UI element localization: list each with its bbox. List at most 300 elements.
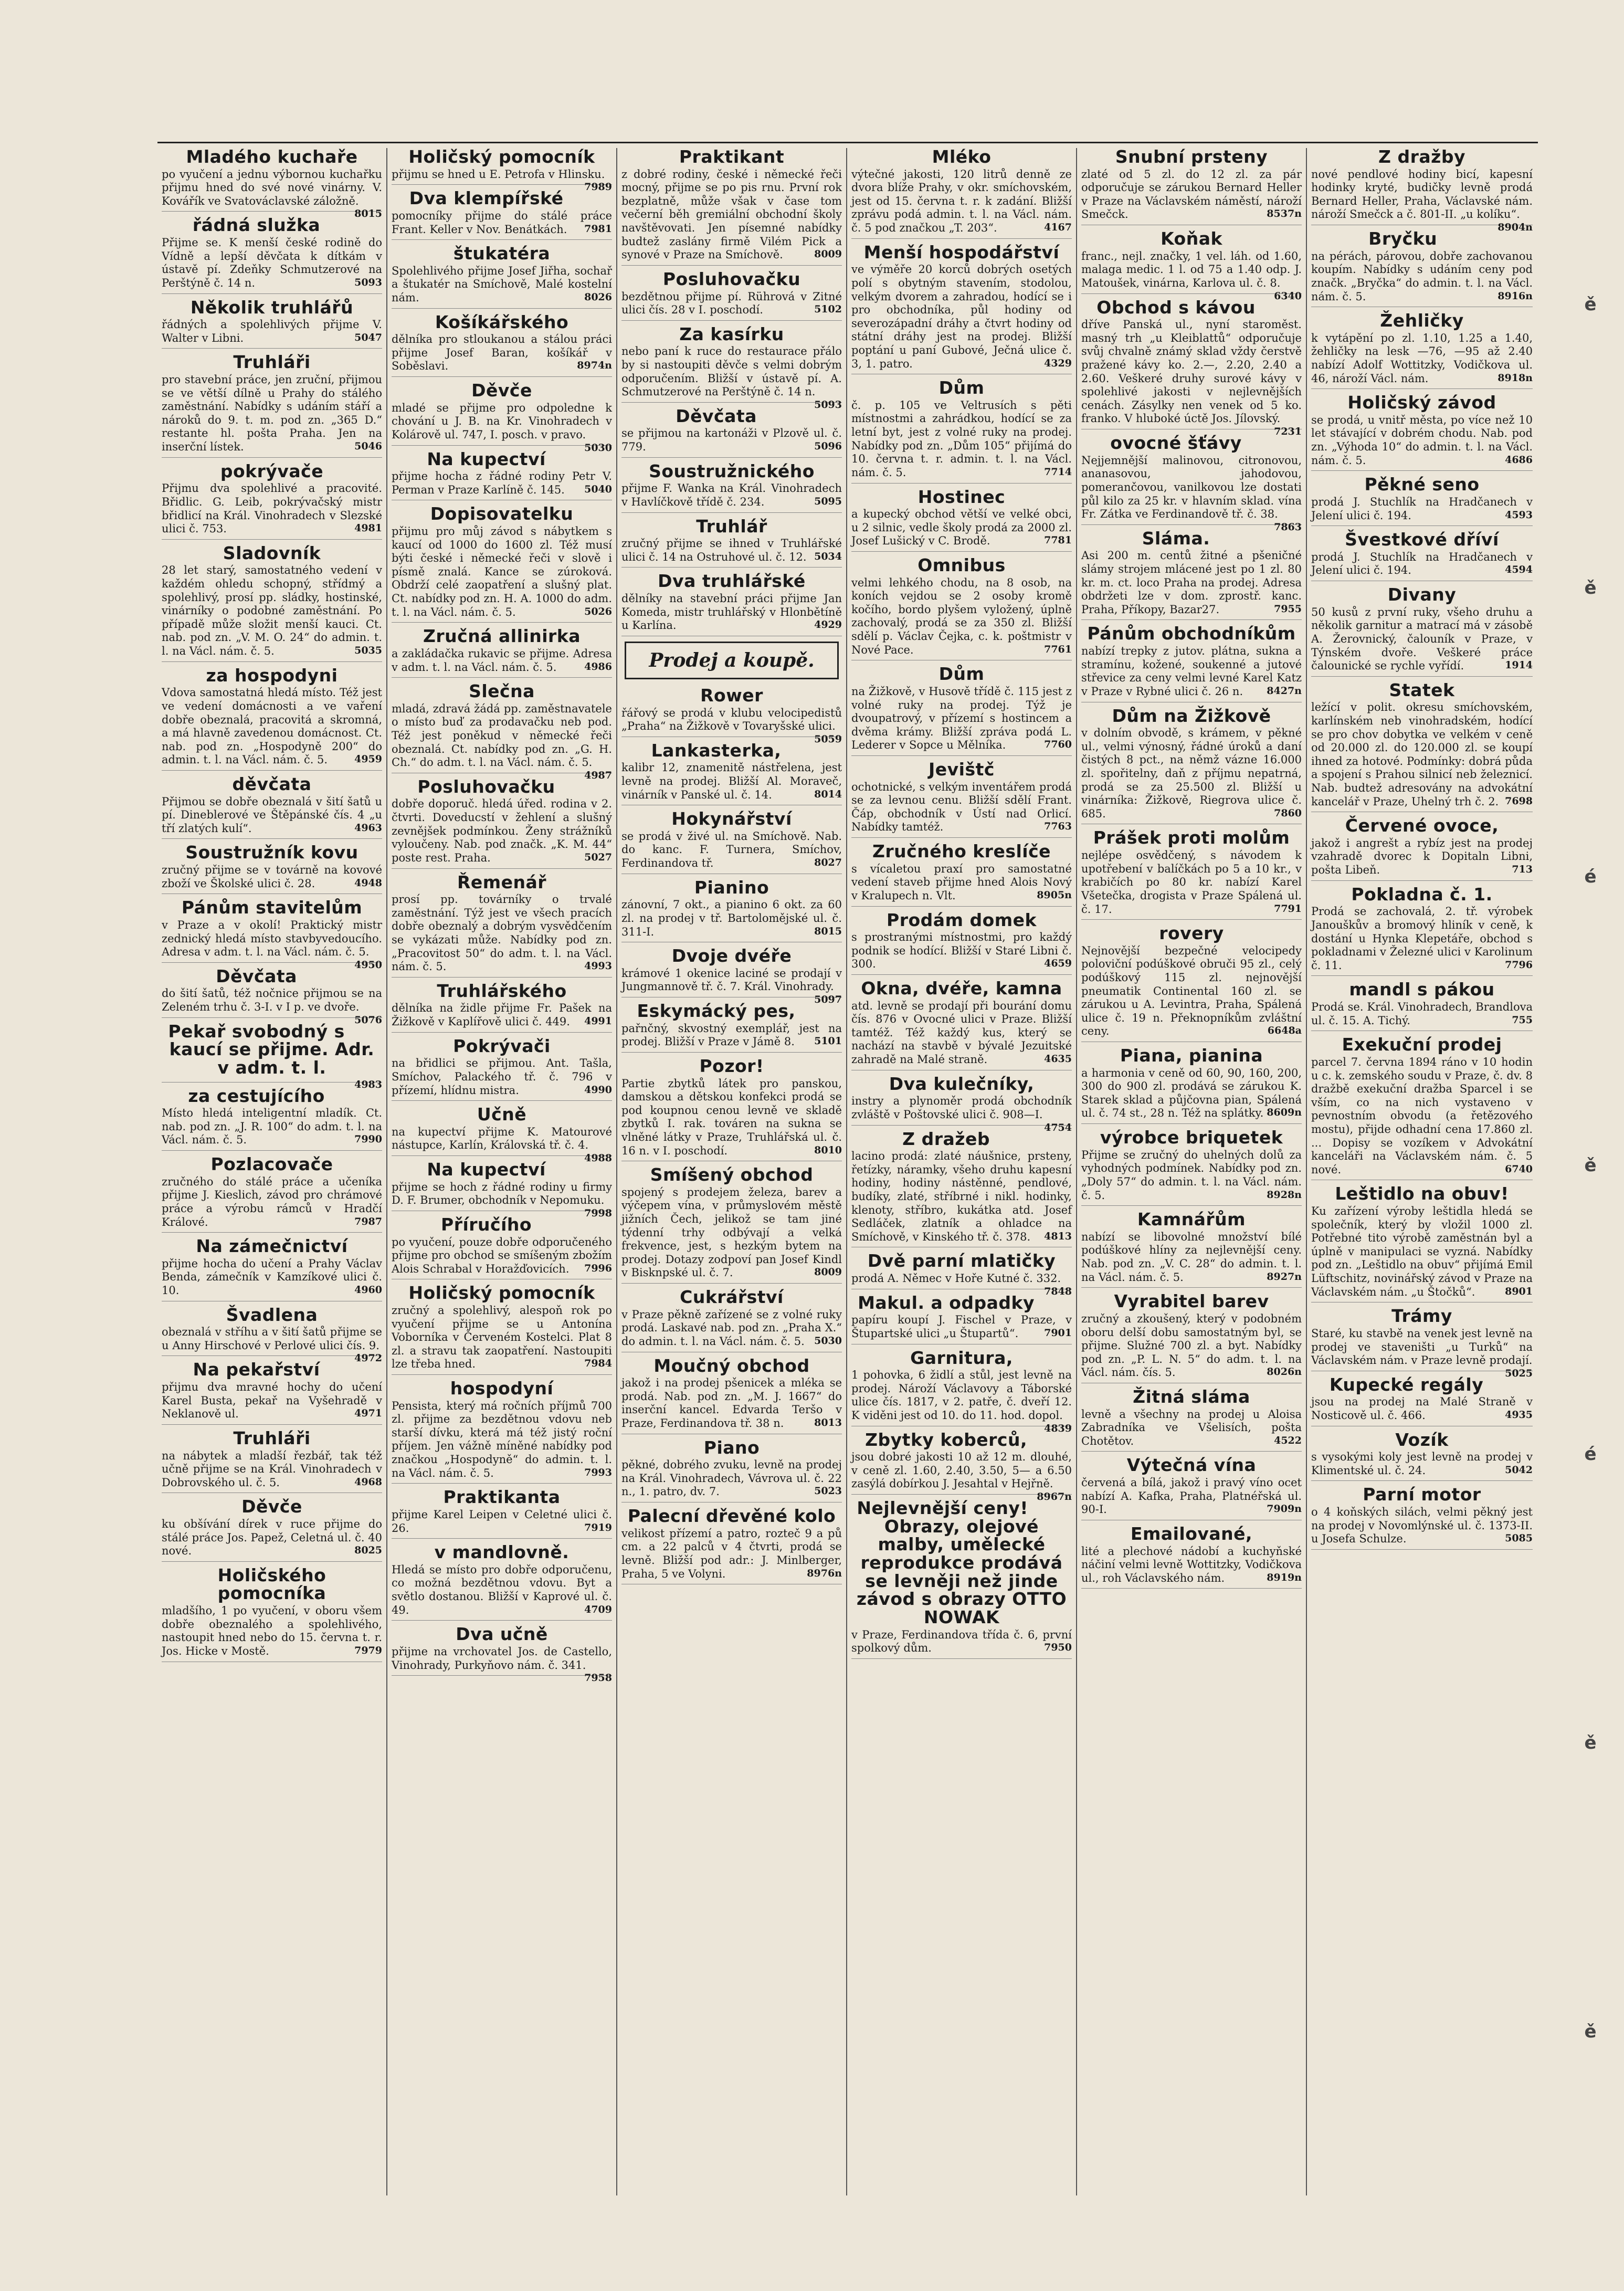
ad-number: 5040 [584, 483, 612, 495]
ad-number: 8919n [1267, 1571, 1302, 1583]
ad-headline: Na pekařství [193, 1359, 320, 1380]
ad-headline: Posluhovačku [662, 268, 801, 289]
classified-ad [621, 1507, 842, 1584]
ad-body [1081, 1476, 1302, 1517]
ad-number: 5025 [1505, 1367, 1533, 1379]
ad-headline: Pěkné seno [1364, 474, 1480, 495]
ad-text: k vytápění po zl. 1.10, 1.25 a 1.40, žehličky na lesk —76, —95 až 2.40 nabízí Adolf Wottitzky, Vodičkova ul. 46, nároží Václ. nám. [1311, 331, 1533, 385]
classified-ad [1311, 1306, 1533, 1379]
classified-ad [1311, 230, 1533, 307]
classified-ad [392, 1488, 612, 1539]
ad-headline: hospodyní [450, 1378, 554, 1399]
margin-mark: ě [1584, 294, 1597, 315]
ad-text: jsou dobré jakosti 10 až 12 m. dlouhé, v ceně zl. 1.60, 2.40, 3.50, 5— a 6.50 zasýlá dobírkou J. Jesahtal v Hejřně. [851, 1451, 1072, 1490]
ad-body [392, 401, 612, 454]
ad-text: na pérách, párovou, dobře zachovanou koupím. Nabídky s udáním ceny pod značk. „Bryčka“ do admin. t. l. na Václ. nám. č. 5. [1311, 249, 1533, 303]
ad-number: 8901 [1505, 1285, 1533, 1297]
ad-headline: Bryčku [1368, 228, 1438, 249]
ad-headline: mandl s pákou [1349, 979, 1495, 1000]
ad-text: dobře doporuč. hledá úřed. rodina v 2. čtvrti. Doveducstí v žehlení a slušný zevnějšek podmínkou. Ženy strážníků vyloučeny. Nab. pod značk. „K. M. 44“ poste rest. Praha. [392, 797, 612, 864]
ad-text: zlaté od 5 zl. do 12 zl. za pár odporučuje se zárukou Bernard Heller v Praze na Václavském náměstí, nároží Smečck. [1081, 167, 1302, 221]
ad-body [1081, 849, 1302, 916]
classified-ad [621, 148, 842, 266]
ad-number: 4839 [1044, 1422, 1072, 1434]
ad-body [392, 893, 612, 974]
ad-number: 7714 [1044, 466, 1072, 478]
ad-text: levně a všechny na prodej u Aloisa Zabradníka ve Všelisích, pošta Chotětov. [1081, 1407, 1302, 1447]
ad-headline: Kamnářům [1137, 1209, 1246, 1230]
ad-number: 5047 [354, 331, 382, 343]
ad-headline: za hospodyni [206, 665, 338, 686]
ad-text: franc., nejl. značky, 1 vel. láh. od 1.60, malaga medic. 1 l. od 75 a 1.40 odp. J. Matoušek, vinárna, Karlova ul. č. 8. [1081, 249, 1302, 289]
ad-headline: Trámy [1391, 1306, 1452, 1327]
ad-text: pro stavební práce, jen zruční, přijmou se ve větší dílně u Prahy do stálého zaměstnání. Nabídky s udáním stáří a nároků do 9. t. m. pod zn. „365 D.“ restante hl. pošta Praha. Jen na inserční lístek. [162, 373, 382, 454]
ad-text: 1 pohovka, 6 židlí a stůl, jest levně na prodej. Nároží Václavovy a Táborské ulice čís. 1817, v 2. patře, č. dveří 12. K viděni jest od 10. do 11. hod. dopol. [851, 1369, 1072, 1422]
ad-number: 8013 [814, 1417, 842, 1429]
classified-ad [851, 1130, 1072, 1248]
classified-ad [621, 1002, 842, 1053]
ad-headline: Praktikanta [443, 1487, 561, 1508]
ad-headline: Zbytky koberců, [865, 1429, 1027, 1450]
ad-body [621, 1022, 842, 1049]
classified-ad [392, 982, 612, 1033]
classified-ad [1081, 924, 1302, 1042]
ad-headline: Na kupectví [427, 448, 546, 469]
ad-text: nabízí trepky z jutov. plátna, sukna a stramínu, kožené, soukenné a jutové střevice za ceny velmi levné Karel Katz v Praze v Rybné ulici č. 26 n. [1081, 645, 1302, 698]
classified-ad [621, 460, 842, 513]
classified-ad [162, 1498, 382, 1561]
classified-ad [162, 1021, 382, 1090]
ad-text: Přijmu dva spolehlivé a pracovité. Břidlic. G. Leib, pokrývačský mistr břidlicí na Král. Vinohradech v Slezské ulici č. 753. [162, 482, 382, 535]
ad-body [162, 864, 382, 890]
classified-ad [1311, 886, 1533, 976]
ad-headline: Piano [703, 1437, 760, 1458]
ad-text: Ku zařízení výroby leštidla hledá se společník, který by vložil 1000 zl. Potřebné tito výrobě zaměstnán byl a úplně v manipulaci se vyzná. Nabídky pod zn. „Leštidlo na obuv“ přijímá Emil Lüftschitz, novinářský závod v Praze na Václavském nám. „u Štočků“. [1311, 1205, 1533, 1298]
ad-text: zánovní, 7 okt., a pianino 6 okt. za 60 zl. na prodej v tř. Bartolomějské ul. č. 311-I. [621, 898, 842, 938]
ad-number: 8015 [814, 925, 842, 937]
ad-number: 6340 [1274, 290, 1302, 302]
ad-headline: Palecní dřevěné kolo [627, 1506, 836, 1527]
ad-body [1081, 249, 1302, 302]
ad-body [1311, 701, 1533, 808]
ad-text: Staré, ku stavbě na venek jest levně na prodej ve staveništi „u Turků“ na Václavském nám. v Praze levně prodají. [1311, 1327, 1533, 1367]
ad-number: 4990 [584, 1084, 612, 1096]
ad-headline: Parní motor [1363, 1484, 1481, 1505]
ad-number: 4963 [354, 822, 382, 834]
ad-body [851, 1095, 1072, 1133]
classified-ad [851, 1250, 1072, 1297]
classified-ad [1311, 817, 1533, 880]
ad-number: 4950 [354, 959, 382, 971]
ad-text: velikost přízemí a patro, rozteč 9 a pů cm. a 22 palců v 4 čtvrti, prodá se levně. Bližší pod adr.: J. Minlberger, Praha, 5 ve Volyni. [621, 1527, 842, 1580]
ad-body [392, 525, 612, 619]
ad-body [162, 1257, 382, 1298]
margin-mark: é [1584, 866, 1597, 887]
ad-number: 8928n [1267, 1189, 1302, 1201]
ad-number: 4987 [584, 769, 612, 781]
ad-text: zručný přijme se v továrně na kovové zboží ve Školské ulici č. 28. [162, 864, 382, 890]
ad-number: 5096 [814, 440, 842, 453]
ad-body [392, 470, 612, 497]
ad-text: do šití šatů, též nočnice přijmou se na Zeleném trhu č. 3-I. v I p. ve dvoře. [162, 987, 382, 1014]
ad-text: s prostranými místnostmi, pro každý podnik se hodící. Bližší v Staré Libni č. 300. [851, 931, 1072, 971]
section-heading: Prodej a koupě. [625, 642, 839, 679]
ad-text: kalibr 12, znamenitě nástřelena, jest levně na prodej. Bližší Al. Moraveč, vinárník v Panské ul. č. 14. [621, 761, 842, 801]
ad-text: dříve Panská ul., nyní staroměst. masný trh „u Kleiblattů“ odporučuje svůj chvalně známý sklad vždy čerstvě pražené kávy ko. 2.—, 2.20, 2.40 a 2.60. Veškeré druhy surové kávy v spolehlivé jakosti v nejlevnějších cenách. Zásylky nen venek od 5 ko. franko. V hluboké úctě Jos. Jílovský. [1081, 318, 1302, 425]
ad-body [1081, 645, 1302, 698]
ad-number: 7909n [1267, 1503, 1302, 1515]
classified-ad [392, 778, 612, 869]
ad-headline: Soustružnického [649, 460, 815, 481]
ad-text: s vysokými koly jest levně na prodej v Klimentské ul. č. 24. [1311, 1451, 1533, 1477]
ad-body [621, 427, 842, 454]
ad-body [392, 647, 612, 674]
ad-text: Partie zbytků látek pro panskou, damskou a dětskou konfekci prodá se pod koupnou cenou levně ve skladě zbytků I. rak. továren na sukna se vlněné látky v Praze, Truhlářská ul. č. 16 n. v I. poschodí. [621, 1077, 842, 1157]
ad-number: 8974n [577, 360, 612, 372]
ad-body [1311, 1056, 1533, 1176]
ad-number: 4709 [584, 1603, 612, 1615]
ad-headline: Menší hospodářství [863, 241, 1060, 262]
ad-body [851, 263, 1072, 371]
ad-number: 7981 [584, 223, 612, 235]
ad-body [621, 482, 842, 509]
ad-headline: Sláma. [1142, 528, 1210, 549]
ad-body [162, 686, 382, 767]
ad-text: řádných a spolehlivých přijme V. Walter v Libni. [162, 318, 382, 344]
ad-text: obeznalá v stříhu a v šití šatů přijme se u Anny Hirschové v Perlové ulici čís. 9. [162, 1326, 382, 1352]
ad-body [621, 1458, 842, 1499]
ad-body [392, 1400, 612, 1480]
ad-text: Spolehlivého přijme Josef Jiřha, sochař a štukatér na Smíchově, Malé kostelní nám. [392, 264, 612, 304]
ad-number: 7860 [1274, 807, 1302, 819]
ad-body [1081, 549, 1302, 616]
ad-body [851, 399, 1072, 480]
ad-body [1311, 606, 1533, 673]
ad-number: 5034 [814, 550, 842, 562]
ad-body [621, 345, 842, 411]
ad-text: pomocníky přijme do stálé práce Frant. Keller v Nov. Benátkách. [392, 209, 612, 236]
ad-headline: Pekař svobodný s kaucí se přijme. Adr. v adm. t. l. [168, 1021, 375, 1078]
classified-ad [392, 450, 612, 501]
ad-text: po vyučení, pouze dobře odporučeného přijme pro obchod se smíšeným zbožím Alois Schrabal v Horažďovicích. [392, 1235, 612, 1275]
ad-text: 28 let starý, samostatného vedení v každém ohledu schopný, střídmý a spolehlivý, prosí pp. sládky, hostinské, vinárníky o podobné zaměstnání. Po případě může složit menší kauci. Ct. nab. pod zn. „V. M. O. 24“ do admin. t. l. na Václ. nám. č. 5. [162, 564, 382, 658]
ad-body [621, 830, 842, 870]
classified-ad [1081, 707, 1302, 825]
ad-body [1311, 167, 1533, 234]
classified-ad [162, 1087, 382, 1151]
ad-text: červená a bílá, jakož i pravý víno ocet nabízí A. Kafka, Praha, Platnéřská ul. 90-I. [1081, 1476, 1302, 1516]
ad-body [392, 1236, 612, 1276]
ad-text: s vícaletou praxí pro samostatné vedení staveb přijme hned Alois Nový v Kralupech n. Vlt. [851, 862, 1072, 902]
ad-body [162, 373, 382, 454]
ad-body [1311, 1001, 1533, 1027]
classified-ad [1081, 1211, 1302, 1288]
margin-mark: é [1584, 1444, 1597, 1465]
ad-number: 4659 [1044, 958, 1072, 970]
classified-ad [162, 1155, 382, 1233]
ad-headline: Pokladna č. 1. [1351, 884, 1493, 905]
ad-text: Prodá se. Král. Vinohradech, Brandlova ul. č. 15. A. Tichý. [1311, 1001, 1533, 1027]
ad-text: ochotnické, s velkým inventářem prodá se za levnou cenu. Bližší sdělí Frant. Čáp, obchodník v Ústí nad Orlicí. Nabídky tamtéž. [851, 780, 1072, 834]
ad-body [1311, 837, 1533, 877]
ad-body [1311, 1205, 1533, 1299]
classified-ad [851, 148, 1072, 239]
ad-body [621, 1186, 842, 1280]
ad-headline: Pozlacovače [210, 1154, 333, 1175]
ad-number: 7919 [584, 1521, 612, 1533]
ad-text: ležící v polit. okresu smíchovském, karlínském neb vinohradském, hodící se pro chov dobytka ve velkém v ceně od 20.000 zl. do 120.000 zl. se koupí ihned za hotové. Podmínky: dobrá půda a spojení s Prahou silnicí neb železnicí. Nab. budtež adresovány na advokátní kancelář v Praze, Uhelný trh č. 2. [1311, 701, 1533, 808]
ad-text: mladé se přijme pro odpoledne k chování u J. B. na Kr. Vinohradech v Kolárově ul. 747, I. posch. v pravo. [392, 401, 612, 441]
ad-text: v dolním obvodě, s krámem, v pěkné ul., velmi výnosný, řádné úroků a daní čistých 8 pct., na němž vázne 16.000 zl. spořitelny, daň z příjmu nepatrná, prodá se za 25.500 zl. Bližší u vinárníka: Žižkově, Riegrova ulice č. 685. [1081, 727, 1302, 820]
ad-headline: Truhláři [233, 1427, 311, 1448]
ad-number: 8904n [1498, 222, 1533, 234]
classified-ad [392, 1104, 612, 1164]
ad-number: 7760 [1044, 739, 1072, 751]
ad-number: 5085 [1505, 1532, 1533, 1544]
ad-number: 7781 [1044, 534, 1072, 547]
ad-number: 5023 [814, 1485, 842, 1497]
ad-body [162, 564, 382, 658]
classified-ad [162, 1361, 382, 1424]
ad-body [1081, 1067, 1302, 1120]
ad-number: 4686 [1505, 454, 1533, 466]
ad-number: 8927n [1267, 1270, 1302, 1283]
classified-ad [1311, 1185, 1533, 1302]
ad-headline: Emailované, [1130, 1523, 1253, 1544]
classified-ad [1081, 148, 1302, 225]
ad-text: přijmu pro můj závod s nábytkem s kaucí od 1000 do 1600 zl. Též musí býti české i německé řeči v slově i písmě znalá. Kance se zúroková. Obdrží celé zaopatření a slušný plat. Ct. nabídky pod zn. H. A. 1000 do adm. t. l. na Václ. nám. č. 5. [392, 525, 612, 618]
ad-number: 4594 [1505, 564, 1533, 576]
ad-number: 8014 [814, 788, 842, 800]
ad-text: se prodá, u vnitř města, po více než 10 let stávající v dobrém chodu. Nab. pod zn. „Výhoda 10“ do admin. t. l. na Václ. nám. č. 5. [1311, 413, 1533, 467]
classified-ad [1311, 312, 1533, 389]
ad-headline: Prášek proti molům [1093, 827, 1290, 848]
classified-ad [621, 1288, 842, 1352]
ad-headline: Žehličky [1380, 310, 1464, 331]
ad-text: pařnčný, skvostný exemplář, jest na prodej. Bližší v Praze v Jámě 8. [621, 1022, 842, 1048]
ad-headline: Dům [938, 664, 985, 685]
ad-number: 6740 [1505, 1163, 1533, 1175]
ad-text: Asi 200 m. centů žitné a pšeničné slámy strojem mlácené jest po 1 zl. 80 kr. m. ct. loco Praha na prodej. Adresa obdržeti lze v dom. zprostř. kanc. Praha, Příkopy, Bazar27. [1081, 549, 1302, 616]
classified-ad [392, 245, 612, 308]
ad-headline: Hostinec [918, 486, 1006, 507]
classified-ad [621, 945, 842, 1006]
classified-ad [162, 667, 382, 771]
ad-text: dělníka na židle přijme Fr. Pašek na Žižkově v Kaplířově ulici č. 449. [392, 1002, 612, 1028]
ad-text: ku obšívání dírek v ruce přijme do stálé práce Jos. Papež, Celetná ul. č. 40 nové. [162, 1518, 382, 1558]
ad-headline: Pánům obchodníkům [1087, 623, 1296, 644]
ad-headline: Vyrabitel barev [1114, 1291, 1269, 1312]
ad-number: 5076 [354, 1014, 382, 1026]
ad-body [1311, 250, 1533, 303]
ad-headline: Pokrývači [453, 1035, 551, 1056]
ad-number: 5059 [814, 733, 842, 745]
ad-body [392, 1057, 612, 1097]
ad-text: Hledá se místo pro dobře odporučenu, co možná bezdětnou vdovu. Byt a světlo dostanou. Bližší v Kaprové ul. č. 49. [392, 1563, 612, 1616]
ad-text: Vdova samostatná hledá místo. Též jest ve vedení domácnosti a ve vaření dobře obeznalá, pracovitá a skromná, a má hlavně zavedenou domácnost. Ct. nab. pod zn. „Hospodyně 200“ do admin. t. l. na Václ. nám. č. 5. [162, 686, 382, 766]
ad-headline: Červené ovoce, [1345, 815, 1499, 836]
ad-headline: Okna, dvéře, kamna [861, 978, 1062, 999]
ad-headline: Děvčata [676, 405, 757, 426]
classified-ad [1081, 625, 1302, 702]
ad-number: 7950 [1044, 1642, 1072, 1654]
ad-headline: Dva truhlářské [658, 571, 806, 592]
ad-text: v Praze a v okolí! Praktický mistr zednický hledá místo stavbyvedoucího. Adresa v adm. t. l. na Václ. nám. č. 5. [162, 918, 382, 959]
ad-text: prodá J. Stuchlík na Hradčanech v Jelení ulici č. 194. [1311, 550, 1533, 577]
ad-headline: Truhlář [696, 516, 767, 537]
ad-headline: Smíšený obchod [650, 1164, 814, 1185]
ad-body [851, 1451, 1072, 1503]
ad-number: 4986 [584, 660, 612, 672]
ad-headline: Moučný obchod [653, 1355, 810, 1376]
ad-body [1311, 1451, 1533, 1477]
ad-headline: Dům [938, 377, 985, 398]
ad-body [392, 1180, 612, 1219]
ad-body [162, 1604, 382, 1658]
classified-ad [621, 810, 842, 874]
ad-number: 4960 [354, 1284, 382, 1296]
classified-ad [851, 761, 1072, 838]
ad-body [621, 1527, 842, 1581]
ad-headline: Snubní prsteny [1115, 148, 1268, 167]
ad-headline: Obchod s kávou [1096, 297, 1256, 318]
ad-number: 5030 [814, 1334, 842, 1347]
classified-ad [1081, 1129, 1302, 1206]
ad-headline: Holičského pomocníka [217, 1564, 326, 1604]
classified-ad [1081, 829, 1302, 920]
ad-body [162, 918, 382, 971]
ad-headline: Koňak [1161, 228, 1222, 249]
ad-headline: Dvoje dvéře [671, 945, 792, 966]
ad-headline: Švadlena [226, 1304, 318, 1325]
ad-body [162, 1449, 382, 1490]
ad-body [621, 290, 842, 317]
ad-text: lité a plechové nádobí a kuchyňské náčiní velmi levně Wottitzky, Vodičkova ul., roh Václavského nám. [1081, 1544, 1302, 1584]
ad-text: výtečné jakosti, 120 litrů denně ze dvora blíže Prahy, v okr. smíchovském, jest od 15. června t. r. k zadání. Bližší zprávu podá admin. t. l. na Václ. nám. č. 5 pod značkou „T. 203“. [851, 167, 1072, 235]
ad-number: 4167 [1044, 222, 1072, 234]
ad-number: 8010 [814, 1144, 842, 1156]
ad-text: prodá J. Stuchlík na Hradčanech v Jelení ulici č. 194. [1311, 495, 1533, 522]
ad-text: na Žižkově, v Husově třídě č. 115 jest z volné ruky na prodej. Týž je dvoupatrový, v přízemí s hostincem a dvěma krámy. Bližší zpráva podá L. Lederer v Sopce u Mělníka. [851, 685, 1072, 752]
classified-ad [1311, 531, 1533, 581]
ad-text: velmi lehkého chodu, na 8 osob, na koních vejdou se 2 osoby kromě kočího, bordo plyšem vyložený, úplně zachovalý, prodá se za 350 zl. Bližší sdělí p. Václav Čejka, c. k. poštmistr v Nové Pace. [851, 576, 1072, 656]
ad-text: přijme hocha do učení a Prahy Václav Benda, zámečník v Kamzíkové ulici č. 10. [162, 1257, 382, 1297]
ad-text: v Praze, Ferdinandova třída č. 6, první spolkový dům. [851, 1628, 1072, 1655]
classified-ad [851, 1347, 1072, 1434]
ad-number: 713 [1512, 864, 1533, 876]
classified-ad [851, 980, 1072, 1070]
classified-ad [392, 871, 612, 978]
ad-number: 4635 [1044, 1053, 1072, 1065]
ad-body [392, 1125, 612, 1164]
ad-body [1311, 496, 1533, 522]
classified-ad [392, 627, 612, 678]
ad-body [851, 931, 1072, 971]
ad-body [1081, 1312, 1302, 1380]
ad-headline: Statek [1389, 679, 1455, 700]
ad-body [392, 797, 612, 865]
ad-body [1081, 1408, 1302, 1448]
ad-body [851, 1628, 1072, 1655]
ad-body [162, 1326, 382, 1364]
classified-ad [392, 1216, 612, 1279]
ad-body [851, 1313, 1072, 1340]
classified-ad [851, 241, 1072, 375]
classified-columns [157, 148, 1538, 2195]
classified-ad [392, 1380, 612, 1484]
ad-body [621, 1077, 842, 1158]
ad-headline: Řemenář [457, 871, 547, 892]
classified-ad [1081, 1047, 1302, 1124]
classified-ad [392, 1037, 612, 1101]
ad-headline: v mandlovně. [434, 1542, 570, 1563]
ad-text: nejlépe osvědčený, s návodem k upotřebení v balíčkách po 5 a 10 kr., v krabičích po 80 kr. nabízí Karel Všetečka, drogista v Praze Spálená ul. č. 17. [1081, 849, 1302, 916]
ad-number: 7698 [1505, 795, 1533, 807]
ad-body [621, 592, 842, 633]
ad-number: 8026 [584, 291, 612, 303]
ad-body [1081, 1231, 1302, 1284]
classified-ad [162, 148, 382, 220]
ad-text: spojený s prodejem železa, barev a výčepem vína, v průmyslovém městě jižních Čech, jelikož se tam jiné týdenní trhy odbývají a velká frekvence, jest, s hezkým bytem na prodej. Dotazy zodpoví pan Josef Kindl v Bisknpské ul. č. 7. [621, 1185, 842, 1279]
ad-text: krámové 1 okenice laciné se prodají v Jungmannově tř. č. 7. Král. Vinohrady. [621, 966, 842, 993]
ad-number: 4813 [1044, 1230, 1072, 1242]
ad-number: 7231 [1274, 426, 1302, 438]
classified-ad [1311, 1036, 1533, 1180]
ad-number: 7987 [354, 1215, 382, 1227]
ad-body [621, 1308, 842, 1349]
column-3 [617, 148, 847, 2195]
ad-headline: Pozor! [699, 1055, 764, 1076]
ad-headline: Soustružník kovu [185, 842, 358, 863]
classified-ad [1311, 1376, 1533, 1426]
ad-headline: Pianino [694, 877, 769, 898]
ad-number: 7761 [1044, 643, 1072, 655]
ad-number: 8916n [1498, 290, 1533, 302]
ad-number: 7796 [1505, 959, 1533, 971]
classified-ad [162, 844, 382, 894]
ad-headline: Dvě parní mlatičky [867, 1250, 1056, 1271]
ad-body [162, 795, 382, 836]
ad-number: 1914 [1505, 659, 1533, 671]
classified-ad [621, 685, 842, 745]
ad-text: v Praze pěkně zařízené se z volné ruky prodá. Laskavé nab. pod zn. „Praha X.“ do admin. t. l. na Václ. nám. č. 5. [621, 1308, 842, 1348]
ad-text: nebo paní k ruce do restaurace přálo by si nastoupiti děvče s velmi dobrým odporučením. Bližší v ústavě pí. A. Schmutzerové na Perštýně č. 14 n. [621, 345, 842, 398]
ad-headline: Sladovník [223, 542, 321, 563]
ad-text: Místo hledá inteligentní mladík. Ct. nab. pod zn. „J. R. 100“ do adm. t. l. na Václ. nám. č. 5. [162, 1107, 382, 1147]
ad-headline: štukatéra [453, 243, 551, 264]
classified-ad [851, 488, 1072, 552]
classified-ad [621, 407, 842, 458]
ad-number: 5042 [1505, 1464, 1533, 1476]
ad-body [1311, 332, 1533, 385]
classified-ad [392, 148, 612, 193]
classified-ad [621, 742, 842, 805]
classified-ad [851, 556, 1072, 660]
ad-number: 7998 [584, 1207, 612, 1219]
ad-number: 8009 [814, 248, 842, 260]
ad-headline: Dva učně [456, 1624, 548, 1645]
ad-body [851, 685, 1072, 752]
ad-headline: Kupecké regály [1329, 1374, 1484, 1395]
ad-headline: Holičský závod [1347, 392, 1496, 413]
ad-number: 4329 [1044, 357, 1072, 369]
ad-number: 5035 [354, 645, 382, 657]
ad-text: přijme na vrchovatel Jos. de Castello, Vinohrady, Purkyňovo nám. č. 341. [392, 1645, 612, 1672]
ad-headline: ovocné šťávy [1110, 433, 1242, 454]
ad-text: Přijme se. K menší české rodině do Vídně a lepší děvčata k dítkám v ústavě pí. Zdeňky Schmutzerové na Perštýně č. 14 n. [162, 236, 382, 289]
classified-ad [851, 1499, 1072, 1659]
ad-body [392, 1304, 612, 1371]
